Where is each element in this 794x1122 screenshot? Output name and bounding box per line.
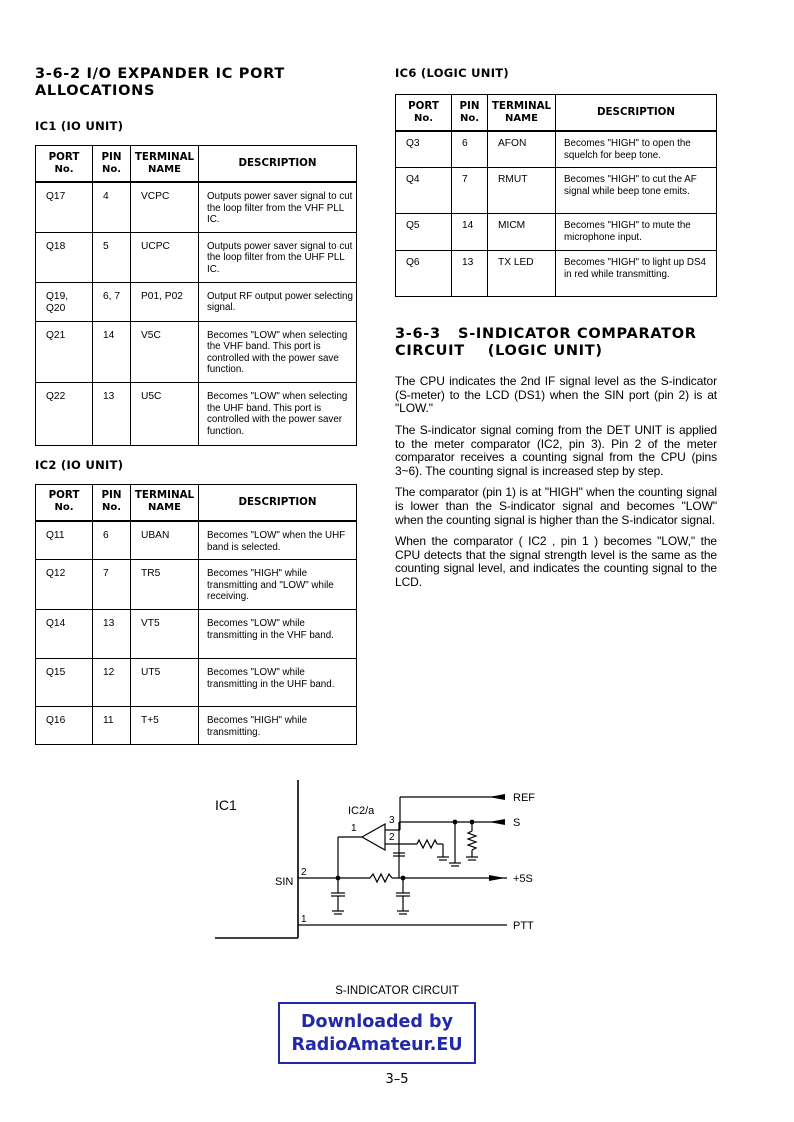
s-label: S bbox=[513, 817, 521, 829]
ref-arrow-icon bbox=[489, 794, 505, 800]
header-description: DESCRIPTION bbox=[556, 95, 717, 132]
header-description: DESCRIPTION bbox=[199, 146, 357, 183]
description-cell: Becomes "LOW" when selecting the VHF band. This port is controlled with the power save function. bbox=[199, 321, 357, 382]
section-363-title-line2: CIRCUIT (LOGIC UNIT) bbox=[395, 343, 603, 360]
description-cell: Becomes "LOW" when selecting the UHF band. This port is controlled with the power saver function. bbox=[199, 382, 357, 445]
table-row bbox=[36, 382, 357, 445]
ic1-label: IC1 bbox=[215, 797, 237, 813]
s-arrow-icon bbox=[489, 819, 505, 825]
terminal-cell: UCPC bbox=[131, 232, 199, 282]
pin-cell: 13 bbox=[93, 609, 131, 658]
port-cell: Q21 bbox=[36, 321, 93, 382]
description-cell: Becomes "LOW" while transmitting in the UHF band. bbox=[199, 658, 357, 706]
table-row bbox=[396, 214, 717, 251]
watermark-line2: RadioAmateur.EU bbox=[291, 1035, 463, 1055]
port-cell: Q16 bbox=[36, 706, 93, 744]
ptt-label: PTT bbox=[513, 920, 534, 932]
circuit-caption: S-INDICATOR CIRCUIT bbox=[335, 985, 459, 997]
terminal-cell: TR5 bbox=[131, 560, 199, 610]
header-pin: PIN No. bbox=[93, 146, 131, 183]
pin-cell: 4 bbox=[93, 182, 131, 232]
port-cell: Q22 bbox=[36, 382, 93, 445]
description-cell: Becomes "HIGH" while transmitting and "LOW" while receiving. bbox=[199, 560, 357, 610]
section-362-title-line2: ALLOCATIONS bbox=[35, 83, 156, 99]
port-cell: Q19, Q20 bbox=[36, 282, 93, 321]
port-cell: Q17 bbox=[36, 182, 93, 232]
download-watermark bbox=[278, 1002, 476, 1064]
description-cell: Becomes "HIGH" to light up DS4 in red while transmitting. bbox=[556, 251, 717, 297]
page-number: 3–5 bbox=[385, 1072, 409, 1087]
header-description: DESCRIPTION bbox=[199, 484, 357, 521]
table-header-row bbox=[396, 95, 717, 132]
port-cell: Q15 bbox=[36, 658, 93, 706]
pin-cell: 6 bbox=[452, 131, 488, 168]
table-row bbox=[396, 168, 717, 214]
ic2-table-title: IC2 (IO UNIT) bbox=[35, 457, 124, 472]
pin-cell: 14 bbox=[452, 214, 488, 251]
ic6-table bbox=[395, 94, 717, 297]
table-row bbox=[36, 232, 357, 282]
table-row bbox=[396, 131, 717, 168]
watermark-line1: Downloaded by bbox=[301, 1012, 453, 1032]
pin-cell: 7 bbox=[452, 168, 488, 214]
table-row bbox=[36, 521, 357, 560]
ic2a-pin3-label: 3 bbox=[389, 815, 395, 826]
header-terminal: TERMINAL NAME bbox=[131, 484, 199, 521]
port-cell: Q12 bbox=[36, 560, 93, 610]
terminal-cell: UT5 bbox=[131, 658, 199, 706]
sin-pin2-label: 2 bbox=[301, 867, 307, 878]
table-row bbox=[36, 706, 357, 744]
pin-cell: 12 bbox=[93, 658, 131, 706]
description-cell: Becomes "LOW" when the UHF band is selected. bbox=[199, 521, 357, 560]
terminal-cell: UBAN bbox=[131, 521, 199, 560]
ic2a-pin2-label: 2 bbox=[389, 832, 395, 843]
pin-cell: 7 bbox=[93, 560, 131, 610]
s-indicator-circuit-diagram bbox=[205, 775, 550, 945]
table-row bbox=[36, 182, 357, 232]
description-cell: Outputs power saver signal to cut the loop filter from the UHF PLL IC. bbox=[199, 232, 357, 282]
pin-cell: 14 bbox=[93, 321, 131, 382]
pin-cell: 5 bbox=[93, 232, 131, 282]
ic2a-pin1-label: 1 bbox=[351, 823, 357, 834]
description-cell: Becomes "LOW" while transmitting in the VHF band. bbox=[199, 609, 357, 658]
pin-cell: 6, 7 bbox=[93, 282, 131, 321]
pin-cell: 13 bbox=[452, 251, 488, 297]
description-cell: Becomes "HIGH" to cut the AF signal while beep tone emits. bbox=[556, 168, 717, 214]
header-pin: PIN No. bbox=[93, 484, 131, 521]
pin-cell: 11 bbox=[93, 706, 131, 744]
ic2-table bbox=[35, 484, 357, 745]
table-row bbox=[36, 560, 357, 610]
terminal-cell: MICM bbox=[488, 214, 556, 251]
ref-label: REF bbox=[513, 792, 535, 804]
header-terminal: TERMINAL NAME bbox=[131, 146, 199, 183]
description-cell: Becomes "HIGH" to open the squelch for beep tone. bbox=[556, 131, 717, 168]
ptt-pin1-label: 1 bbox=[301, 914, 307, 925]
port-cell: Q5 bbox=[396, 214, 452, 251]
ic2a-label: IC2/a bbox=[348, 805, 375, 817]
header-pin: PIN No. bbox=[452, 95, 488, 132]
terminal-cell: U5C bbox=[131, 382, 199, 445]
header-terminal: TERMINAL NAME bbox=[488, 95, 556, 132]
port-cell: Q3 bbox=[396, 131, 452, 168]
paragraph: The CPU indicates the 2nd IF signal level as the S-indicator (S-meter) to the LCD (DS1) when the SIN port (pin 2) is at "LOW." bbox=[395, 374, 717, 416]
terminal-cell: VCPC bbox=[131, 182, 199, 232]
port-cell: Q11 bbox=[36, 521, 93, 560]
pin-cell: 6 bbox=[93, 521, 131, 560]
paragraph: When the comparator ( IC2 , pin 1 ) becomes "LOW," the CPU detects that the signal strength level is the same as the counting signal level, and indicates the counting signal to the LCD. bbox=[395, 534, 717, 589]
left-column bbox=[35, 66, 357, 745]
sin-label: SIN bbox=[275, 876, 294, 888]
terminal-cell: V5C bbox=[131, 321, 199, 382]
port-cell: Q18 bbox=[36, 232, 93, 282]
table-row bbox=[36, 658, 357, 706]
table-row bbox=[36, 609, 357, 658]
description-cell: Becomes "HIGH" to mute the microphone input. bbox=[556, 214, 717, 251]
ic1-table-title: IC1 (IO UNIT) bbox=[35, 119, 124, 133]
port-cell: Q6 bbox=[396, 251, 452, 297]
right-column bbox=[395, 66, 717, 590]
terminal-cell: T+5 bbox=[131, 706, 199, 744]
plus5s-label: +5S bbox=[513, 873, 533, 885]
header-port: PORT No. bbox=[36, 146, 93, 183]
port-cell: Q4 bbox=[396, 168, 452, 214]
description-cell: Becomes "HIGH" while transmitting. bbox=[199, 706, 357, 744]
terminal-cell: VT5 bbox=[131, 609, 199, 658]
terminal-cell: RMUT bbox=[488, 168, 556, 214]
header-port: PORT No. bbox=[36, 484, 93, 521]
pin-cell: 13 bbox=[93, 382, 131, 445]
table-row bbox=[36, 321, 357, 382]
paragraph: The comparator (pin 1) is at "HIGH" when the counting signal is lower than the S-indicator signal and becomes "LOW" when the counting signal is higher than the S-indicator signal. bbox=[395, 485, 717, 527]
ic6-table-title: IC6 (LOGIC UNIT) bbox=[395, 66, 509, 80]
plus5s-arrow-icon bbox=[489, 875, 505, 881]
terminal-cell: AFON bbox=[488, 131, 556, 168]
terminal-cell: P01, P02 bbox=[131, 282, 199, 321]
port-cell: Q14 bbox=[36, 609, 93, 658]
table-header-row bbox=[36, 146, 357, 183]
section-362-title bbox=[35, 66, 357, 100]
ic1-table bbox=[35, 145, 357, 446]
table-row bbox=[396, 251, 717, 297]
paragraph: The S-indicator signal coming from the DET UNIT is applied to the meter comparator (IC2, pin 3). Pin 2 of the meter comparator receives a counting signal from the CPU (pins 3~6). The counting signal is increased step by step. bbox=[395, 422, 717, 478]
section-362-title-line1: 3-6-2 I/O EXPANDER IC PORT bbox=[35, 66, 285, 82]
section-363-title-line1: 3-6-3 S-INDICATOR COMPARATOR bbox=[395, 326, 697, 343]
table-row bbox=[36, 282, 357, 321]
table-header-row bbox=[36, 484, 357, 521]
header-port: PORT No. bbox=[396, 95, 452, 132]
section-363-title bbox=[395, 326, 717, 360]
terminal-cell: TX LED bbox=[488, 251, 556, 297]
description-cell: Output RF output power selecting signal. bbox=[199, 282, 357, 321]
description-cell: Outputs power saver signal to cut the loop filter from the VHF PLL IC. bbox=[199, 182, 357, 232]
